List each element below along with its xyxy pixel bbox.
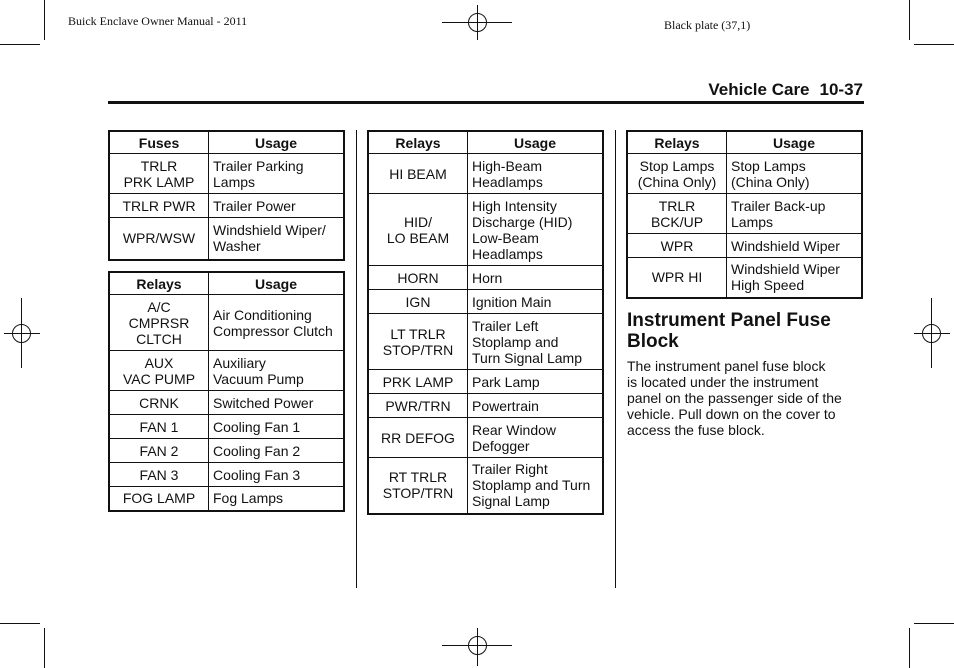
table-row <box>109 439 344 463</box>
table-row <box>109 463 344 487</box>
cell-line: Turn Signal Lamp <box>472 349 582 366</box>
paragraph-line: access the fuse block. <box>627 422 765 438</box>
usage-cell <box>209 194 345 218</box>
section-heading <box>660 80 863 100</box>
table-row <box>627 234 862 258</box>
relays-table-1 <box>108 271 345 512</box>
cell-line: WPR <box>660 237 694 254</box>
cell-line: Lamps <box>731 213 774 230</box>
column-header: Relays <box>627 131 727 154</box>
usage-cell <box>468 418 604 458</box>
column-header: Usage <box>209 272 345 295</box>
table-row <box>368 418 603 458</box>
cell-line: TRLR <box>658 197 696 214</box>
registration-circle <box>922 324 941 343</box>
cell-line: Switched Power <box>213 394 314 411</box>
cell-line: Signal Lamp <box>472 493 550 510</box>
name-cell <box>368 370 468 394</box>
cell-line: RR DEFOG <box>381 429 455 446</box>
table-row <box>368 394 603 418</box>
usage-cell <box>209 463 345 487</box>
name-cell <box>109 463 209 487</box>
cell-line: VAC PUMP <box>122 370 196 387</box>
cell-line: Trailer Power <box>213 197 296 214</box>
name-cell <box>368 290 468 314</box>
table-row <box>368 290 603 314</box>
cell-line: HID/ <box>404 213 432 230</box>
usage-cell <box>209 391 345 415</box>
cell-line: Trailer Back-up <box>731 197 826 214</box>
cell-line: PRK LAMP <box>123 173 195 190</box>
cell-line: CRNK <box>139 394 179 411</box>
paragraph-line: is located under the instrument <box>627 374 819 390</box>
cell-line: FAN 1 <box>139 418 179 435</box>
crop-mark <box>914 623 954 624</box>
cell-line: High Intensity <box>472 197 557 214</box>
table-row <box>368 266 603 290</box>
name-cell <box>627 234 727 258</box>
cell-line: LT TRLR <box>390 325 446 342</box>
table-row <box>368 154 603 194</box>
cell-line: (China Only) <box>731 173 810 190</box>
table-row <box>109 295 344 351</box>
crop-mark <box>44 0 45 40</box>
cell-line: Lamps <box>213 173 256 190</box>
table-header-row <box>627 131 862 154</box>
table-row <box>627 154 862 194</box>
cell-line: Auxiliary <box>213 354 266 371</box>
cell-line: High Speed <box>731 277 805 294</box>
paragraph-line: panel on the passenger side of the <box>627 390 842 406</box>
cell-line: HI BEAM <box>389 165 447 182</box>
cell-line: Compressor Clutch <box>213 322 333 339</box>
name-cell <box>368 154 468 194</box>
cell-line: HORN <box>397 269 439 286</box>
cell-line: Windshield Wiper/ <box>213 222 326 239</box>
usage-cell <box>727 154 863 194</box>
usage-cell <box>468 290 604 314</box>
header-rule <box>108 101 864 104</box>
cell-line: Washer <box>213 238 261 255</box>
name-cell <box>627 258 727 298</box>
plate-label: Black plate (37,1) <box>664 18 751 32</box>
usage-cell <box>209 295 345 351</box>
name-cell <box>368 194 468 266</box>
usage-cell <box>468 266 604 290</box>
name-cell <box>368 458 468 514</box>
page-number: 10-37 <box>819 80 863 99</box>
manual-title: Buick Enclave Owner Manual - 2011 <box>68 14 248 28</box>
table-row <box>109 194 344 218</box>
crop-mark <box>909 0 910 40</box>
column-header: Usage <box>468 131 604 154</box>
cell-line: IGN <box>405 293 431 310</box>
cell-line: Fog Lamps <box>213 490 284 507</box>
cell-line: Trailer Parking <box>213 157 304 174</box>
crop-mark <box>0 44 40 45</box>
usage-cell <box>209 154 345 194</box>
fuses-table <box>108 130 345 261</box>
cell-line: High-Beam <box>472 157 543 174</box>
cell-line: Cooling Fan 3 <box>213 466 301 483</box>
name-cell <box>109 439 209 463</box>
cell-line: LO BEAM <box>386 229 450 246</box>
usage-cell <box>468 458 604 514</box>
cell-line: Stoplamp and Turn <box>472 477 591 494</box>
crop-mark <box>44 628 45 668</box>
registration-circle <box>468 636 487 655</box>
cell-line: Discharge (HID) <box>472 213 573 230</box>
instrument-panel-description <box>627 358 867 438</box>
cell-line: TRLR PWR <box>122 197 196 214</box>
table-row <box>109 487 344 511</box>
cell-line: FOG LAMP <box>122 490 196 507</box>
column-header: Fuses <box>109 131 209 154</box>
relays-table-2 <box>367 130 604 515</box>
usage-cell <box>209 351 345 391</box>
cell-line: Headlamps <box>472 173 543 190</box>
name-cell <box>109 487 209 511</box>
table-row <box>627 194 862 234</box>
paragraph-line: vehicle. Pull down on the cover to <box>627 406 836 422</box>
usage-cell <box>209 439 345 463</box>
cell-line: CMPRSR <box>128 314 190 331</box>
cell-line: Stoplamp and <box>472 333 559 350</box>
cell-line: Vacuum Pump <box>213 370 304 387</box>
cell-line: STOP/TRN <box>382 341 454 358</box>
cell-line: AUX <box>144 354 174 371</box>
name-cell <box>109 218 209 260</box>
table-row <box>109 351 344 391</box>
usage-cell <box>209 415 345 439</box>
table-header-row <box>109 272 344 295</box>
name-cell <box>368 314 468 370</box>
cell-line: Trailer Left <box>472 317 539 334</box>
column-divider <box>615 130 616 588</box>
table-row <box>368 458 603 514</box>
name-cell <box>109 194 209 218</box>
table-row <box>368 370 603 394</box>
cell-line: Stop Lamps <box>639 157 715 174</box>
cell-line: Air Conditioning <box>213 306 312 323</box>
cell-line: Stop Lamps <box>731 157 806 174</box>
table-row <box>109 415 344 439</box>
crop-mark <box>909 628 910 668</box>
usage-cell <box>468 314 604 370</box>
registration-circle <box>12 324 31 343</box>
instrument-panel-heading: Instrument Panel Fuse Block <box>627 310 831 352</box>
table-header-row <box>368 131 603 154</box>
name-cell <box>627 154 727 194</box>
usage-cell <box>727 258 863 298</box>
column-divider <box>356 130 357 588</box>
column-header: Relays <box>109 272 209 295</box>
usage-cell <box>727 194 863 234</box>
table-row <box>109 154 344 194</box>
cell-line: Powertrain <box>472 397 539 414</box>
cell-line: TRLR <box>140 157 178 174</box>
paragraph-line: The instrument panel fuse block <box>627 358 826 374</box>
cell-line: STOP/TRN <box>382 485 454 502</box>
name-cell <box>368 418 468 458</box>
cell-line: BCK/UP <box>650 213 704 230</box>
usage-cell <box>468 370 604 394</box>
usage-cell <box>209 487 345 511</box>
name-cell <box>109 154 209 194</box>
cell-line: FAN 2 <box>139 442 179 459</box>
cell-line: RT TRLR <box>388 469 448 486</box>
cell-line: Low-Beam <box>472 229 539 246</box>
name-cell <box>368 394 468 418</box>
cell-line: WPR HI <box>651 269 703 286</box>
usage-cell <box>468 394 604 418</box>
cell-line: Headlamps <box>472 245 543 262</box>
column-header: Usage <box>727 131 863 154</box>
table-row <box>368 194 603 266</box>
table-row <box>627 258 862 298</box>
cell-line: Park Lamp <box>472 373 540 390</box>
table-row <box>109 391 344 415</box>
table-row <box>109 218 344 260</box>
crop-mark <box>914 44 954 45</box>
cell-line: CLTCH <box>136 330 182 347</box>
cell-line: Windshield Wiper <box>731 261 840 278</box>
cell-line: Defogger <box>472 437 530 454</box>
relays-table-3 <box>626 130 863 299</box>
cell-line: Rear Window <box>472 421 557 438</box>
usage-cell <box>727 234 863 258</box>
cell-line: PWR/TRN <box>385 397 451 414</box>
section-name: Vehicle Care <box>708 80 810 99</box>
column-header: Relays <box>368 131 468 154</box>
name-cell <box>109 391 209 415</box>
column-header: Usage <box>209 131 345 154</box>
usage-cell <box>209 218 345 260</box>
cell-line: Cooling Fan 1 <box>213 418 301 435</box>
cell-line: Windshield Wiper <box>731 237 840 254</box>
name-cell <box>109 295 209 351</box>
usage-cell <box>468 194 604 266</box>
cell-line: Trailer Right <box>472 461 548 478</box>
cell-line: PRK LAMP <box>382 373 454 390</box>
name-cell <box>109 415 209 439</box>
table-row <box>368 314 603 370</box>
cell-line: FAN 3 <box>139 466 179 483</box>
crop-mark <box>0 623 40 624</box>
registration-circle <box>468 13 487 32</box>
cell-line: Horn <box>472 269 503 286</box>
cell-line: Cooling Fan 2 <box>213 442 301 459</box>
cell-line: A/C <box>147 298 171 315</box>
cell-line: (China Only) <box>637 173 717 190</box>
name-cell <box>627 194 727 234</box>
cell-line: WPR/WSW <box>122 230 196 247</box>
usage-cell <box>468 154 604 194</box>
name-cell <box>368 266 468 290</box>
table-header-row <box>109 131 344 154</box>
name-cell <box>109 351 209 391</box>
cell-line: Ignition Main <box>472 293 552 310</box>
